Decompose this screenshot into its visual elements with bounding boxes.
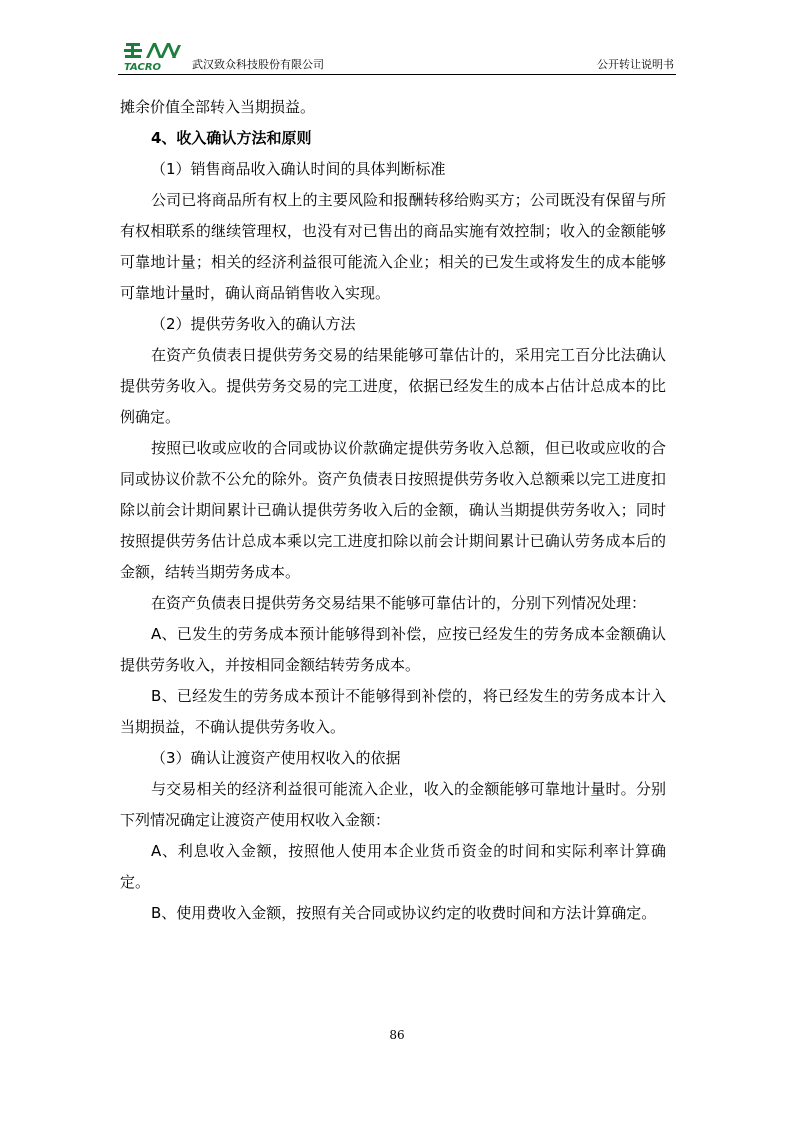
page-header (118, 40, 676, 75)
paragraph: 公司已将商品所有权上的主要风险和报酬转移给购买方；公司既没有保留与所有权相联系的继续管理权，也没有对已售出的商品实施有效控制；收入的金额能够可靠地计量；相关的经济利益很可能流入企业；相关的已发生或将发生的成本能够可靠地计量时，确认商品销售收入实现。 (120, 191, 666, 302)
subsection-heading: （3）确认让渡资产使用权收入的依据 (151, 749, 401, 767)
paragraph: 在资产负债表日提供劳务交易的结果能够可靠估计的，采用完工百分比法确认提供劳务收入。提供劳务交易的完工进度，依据已经发生的成本占估计总成本的比例确定。 (120, 346, 666, 426)
subsection-heading: （2）提供劳务收入的确认方法 (151, 315, 356, 333)
paragraph: 与交易相关的经济利益很可能流入企业，收入的金额能够可靠地计量时。分别下列情况确定让渡资产使用权收入金额： (120, 780, 666, 829)
section-heading: 4、收入确认方法和原则 (151, 129, 312, 147)
page-number: 86 (389, 1028, 405, 1042)
document-title: 公开转让说明书 (597, 58, 674, 71)
paragraph: A、利息收入金额，按照他人使用本企业货币资金的时间和实际利率计算确定。 (120, 842, 666, 891)
page-body (120, 92, 666, 929)
paragraph: B、使用费收入金额，按照有关合同或协议约定的收费时间和方法计算确定。 (151, 904, 657, 922)
logo-wordmark: TACRO (124, 62, 162, 72)
paragraph: 在资产负债表日提供劳务交易结果不能够可靠估计的，分别下列情况处理： (151, 594, 647, 612)
paragraph: B、已经发生的劳务成本预计不能够得到补偿的，将已经发生的劳务成本计入当期损益，不确认提供劳务收入。 (120, 687, 666, 736)
paragraph: A、已发生的劳务成本预计能够得到补偿，应按已经发生的劳务成本金额确认提供劳务收入，并按相同金额结转劳务成本。 (120, 625, 666, 674)
company-logo-icon (122, 40, 186, 72)
subsection-heading: （1）销售商品收入确认时间的具体判断标准 (151, 160, 446, 178)
paragraph: 摊余价值全部转入当期损益。 (120, 98, 316, 116)
paragraph: 按照已收或应收的合同或协议价款确定提供劳务收入总额，但已收或应收的合同或协议价款不公允的除外。资产负债表日按照提供劳务收入总额乘以完工进度扣除以前会计期间累计已确认提供劳务收入后的金额，确认当期提供劳务收入；同时按照提供劳务估计总成本乘以完工进度扣除以前会计期间累计已确认劳务成本后的金额，结转当期劳务成本。 (120, 439, 666, 581)
company-name: 武汉致众科技股份有限公司 (192, 58, 324, 71)
